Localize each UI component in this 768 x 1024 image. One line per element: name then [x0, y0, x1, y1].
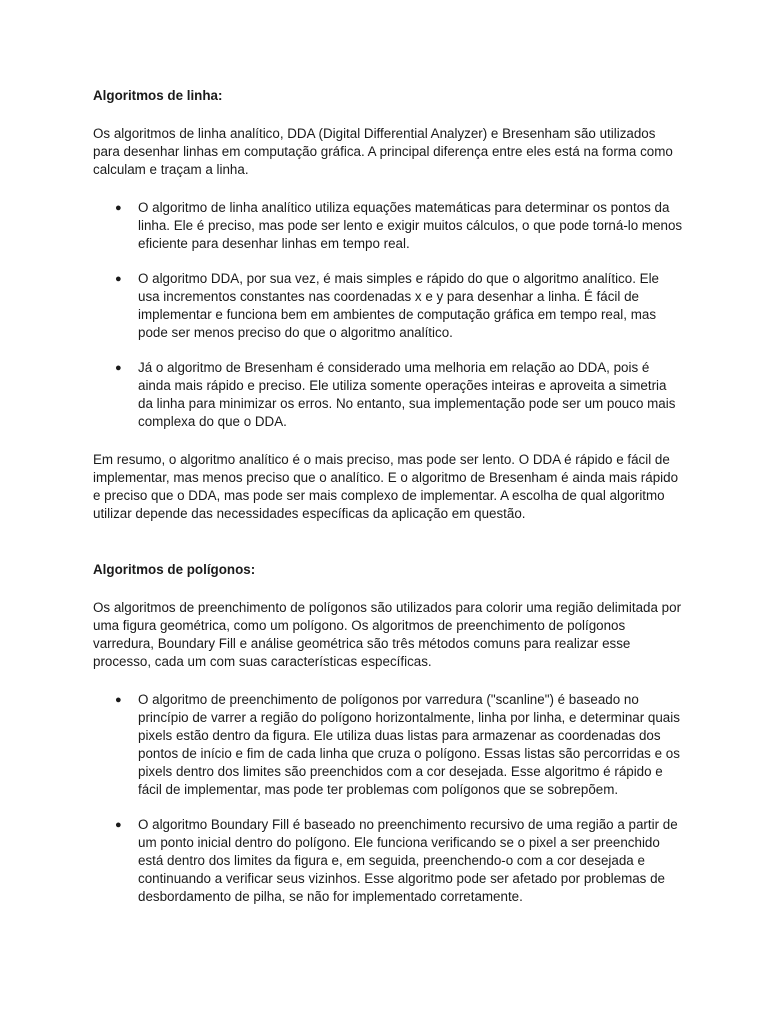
document-page — [93, 87, 683, 906]
bullet-icon: ● — [115, 273, 122, 285]
list-item — [93, 359, 683, 431]
line-algorithms-summary: Em resumo, o algoritmo analítico é o mais preciso, mas pode ser lento. O DDA é rápido e fácil de implementar, mas menos preciso que o analítico. E o algoritmo de Bresenham é ainda mais rápido e preciso que o DDA, mas pode ser mais complexo de implementar. A escolha de qual algoritmo utilizar depende das necessidades específicas da aplicação em questão. — [93, 452, 679, 521]
bullet-icon: ● — [115, 202, 122, 214]
bullet-icon: ● — [115, 694, 122, 706]
line-algorithms-intro: Os algoritmos de linha analítico, DDA (Digital Differential Analyzer) e Bresenham são utilizados para desenhar linhas em computação gráfica. A principal diferença entre eles está na forma como calculam e traçam a linha. — [93, 126, 673, 177]
list-item — [93, 816, 683, 906]
bullet-icon: ● — [115, 362, 122, 374]
list-item-text: Já o algoritmo de Bresenham é considerado uma melhoria em relação ao DDA, pois é ainda mais rápido e preciso. Ele utiliza somente operações inteiras e aproveita a simetria da linha para minimizar os erros. No entanto, sua implementação pode ser um pouco mais complexa do que o DDA. — [138, 360, 676, 429]
polygon-algorithms-list — [93, 691, 683, 906]
list-item — [93, 691, 683, 799]
list-item-text: O algoritmo de preenchimento de polígonos por varredura ("scanline") é baseado no princípio de varrer a região do polígono horizontalmente, linha por linha, e determinar quais pixels estão dentro da figura. Ele utiliza duas listas para armazenar as coordenadas dos pontos de início e fim de cada linha que cruza o polígono. Essas listas são percorridas e os pixels dentro dos limites são preenchidos com a cor desejada. Esse algoritmo é rápido e fácil de implementar, mas pode ter problemas com polígonos que se sobrepõem. — [138, 692, 680, 797]
bullet-icon: ● — [115, 819, 122, 831]
section-heading-line-algorithms: Algoritmos de linha: — [93, 88, 223, 103]
list-item — [93, 270, 683, 342]
list-item-text: O algoritmo DDA, por sua vez, é mais simples e rápido do que o algoritmo analítico. Ele usa incrementos constantes nas coordenadas x e y para desenhar a linha. É fácil de implementar e funciona bem em ambientes de computação gráfica em tempo real, mas pode ser menos preciso do que o algoritmo analítico. — [138, 271, 659, 340]
list-item — [93, 199, 683, 253]
section-heading-polygon-algorithms: Algoritmos de polígonos: — [93, 562, 256, 577]
list-item-text: O algoritmo Boundary Fill é baseado no preenchimento recursivo de uma região a partir de um ponto inicial dentro do polígono. Ele funciona verificando se o pixel a ser preenchido está dentro dos limites da figura e, em seguida, preenchendo-o com a cor desejada e continuando a verificar seus vizinhos. Esse algoritmo pode ser afetado por problemas de desbordamento de pilha, se não for implementado corretamente. — [138, 817, 678, 904]
polygon-algorithms-intro: Os algoritmos de preenchimento de polígonos são utilizados para colorir uma região delimitada por uma figura geométrica, como um polígono. Os algoritmos de preenchimento de polígonos varredura, Boundary Fill e análise geométrica são três métodos comuns para realizar esse processo, cada um com suas características específicas. — [93, 600, 682, 669]
line-algorithms-list — [93, 199, 683, 431]
list-item-text: O algoritmo de linha analítico utiliza equações matemáticas para determinar os pontos da linha. Ele é preciso, mas pode ser lento e exigir muitos cálculos, o que pode torná-lo menos eficiente para desenhar linhas em tempo real. — [138, 200, 683, 251]
